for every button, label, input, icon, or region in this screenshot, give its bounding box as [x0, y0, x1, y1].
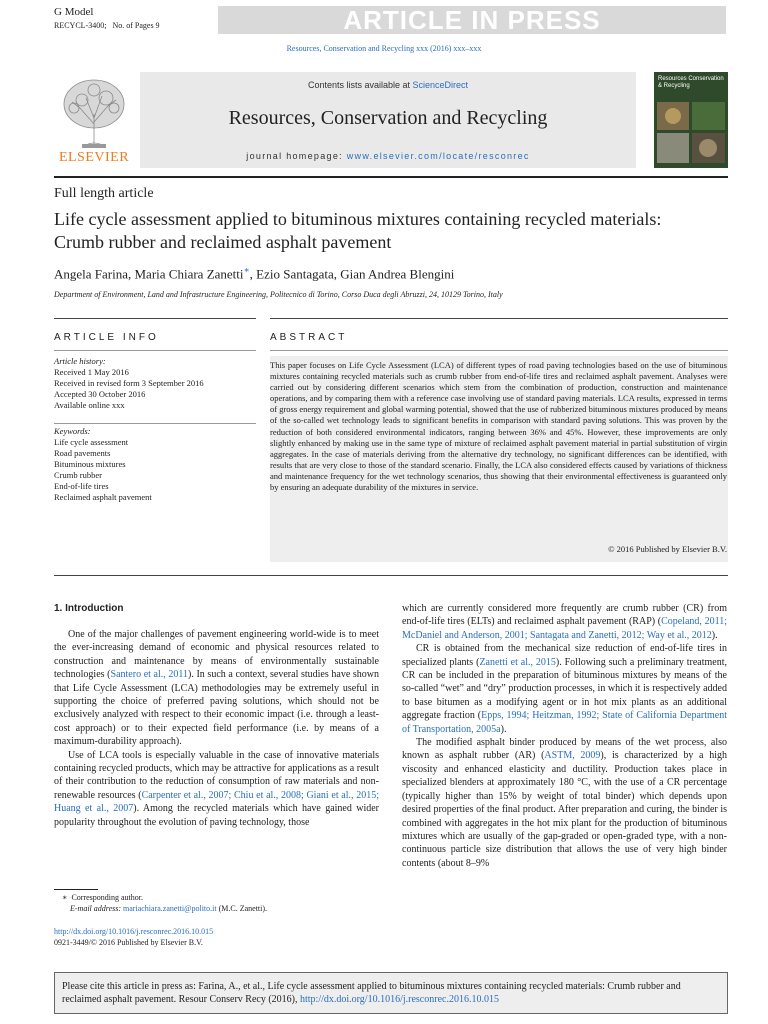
citation-link[interactable]: Santero et al., 2011	[110, 669, 189, 681]
abstract-heading: ABSTRACT	[270, 332, 348, 343]
issn-line: 0921-3449/© 2016 Published by Elsevier B.V.	[54, 938, 203, 947]
contents-line	[140, 80, 636, 90]
citation-link[interactable]: Epps, 1994; Heitzman, 1992; State of California Department of Transportation, 2005a	[402, 710, 727, 735]
keywords-block	[54, 426, 264, 503]
history-item: Available online xxx	[54, 400, 125, 410]
recycl-code: RECYCL-3400;	[54, 21, 107, 30]
email-link[interactable]: mariachiara.zanetti@polito.it	[123, 904, 217, 913]
email-label: E-mail address:	[70, 904, 124, 913]
intro-paragraph-5	[402, 736, 727, 870]
abstract-text: This paper focuses on Life Cycle Assessment (LCA) of different types of road paving technologies based on the use of bituminous mixtures containing recycled materials such as crumb rubber from end-of-life tires and reclaimed asphalt pavement. Analyses were carried out by considering different scenarios which stem from the combination of production, construction and maintenance operations, and by comparing them with a reference case involving use of standard paving materials. LCA results, expressed in terms of gross energy requirement and global warming potential, showed that the use of rubberized bituminous mixtures produced by means of the so-called wet technology leads to significant benefits in comparison with standard paving solutions. This was proven by the reduction of both considered environmental indicators, ranging between 36% and 45%. However, these improvements are only slightly enhanced by making use in the same type of mixture of reclaimed asphalt pavement material in partial substitution of virgin aggregates. In the case of materials deriving from the alternative dry technology, no significant differences can be identified, with results that are very close to those of the standard scenario. Finally, the LCA also considered effects caused by variations of thickness and maintenance frequency for the wet technology scenarios, thus showing that their environmental effectiveness is guaranteed only by ensuring an adequate durability of the mixtures in service.	[270, 360, 727, 493]
info-sub-rule	[54, 350, 256, 351]
text-run: which are currently considered more frequently are crumb rubber (CR) from end-of-life tires (ELTs) and reclaimed asphalt pavement (RAP) (	[402, 603, 727, 628]
abstract-sub-rule	[270, 350, 728, 351]
keyword-item: Reclaimed asphalt pavement	[54, 492, 152, 502]
copyright-notice: © 2016 Published by Elsevier B.V.	[608, 544, 727, 554]
journal-title: Resources, Conservation and Recycling	[228, 107, 548, 129]
history-item: Received in revised form 3 September 2016	[54, 378, 204, 388]
journal-cover-image	[654, 72, 728, 168]
footnote-star: ∗	[62, 893, 68, 902]
sciencedirect-link[interactable]: ScienceDirect	[412, 80, 469, 90]
citation-notice-text: Please cite this article in press as: Farina, A., et al., Life cycle assessment applied to bituminous mixtures containing recycled materials: Crumb rubber and reclaimed asphalt pavement. Resour Conserv Recy (2016),	[62, 981, 681, 1005]
author-list	[54, 265, 454, 282]
homepage-link[interactable]: www.elsevier.com/locate/resconrec	[346, 151, 530, 161]
citation-notice	[62, 980, 722, 1006]
section-heading-introduction: 1. Introduction	[54, 603, 124, 614]
keyword-item: End-of-life tires	[54, 481, 109, 491]
article-type: Full length article	[54, 186, 154, 201]
text-run: One of the major challenges of pavement engineering world-wide is to meet the ever-increasing demand of economic and physical resources related to construction and maintenance by means of environmentally sustainable technologies (	[54, 629, 379, 681]
article-in-press-text: ARTICLE IN PRESS	[343, 5, 601, 35]
text-run: ), is characterized by a high viscosity and enhanced elasticity and ductility. Production takes place in specialized blenders at approximately 180 °C, with the use of a CR percentage (typically higher than 15% by weight of total binder) which depends upon desired properties of the final product. After preparation and curing, the binder is combined with aggregates in the hot mix plant for the production of bituminous mixtures which are usually of the gap-graded or open-graded type, with a non-continuous particle size distribution that allows the use of very high binder contents (about 8–9%	[402, 750, 727, 869]
article-in-press-banner	[218, 6, 726, 34]
footnote	[62, 892, 380, 914]
header-divider	[54, 176, 728, 178]
cover-title: Resources Conservation & Recycling	[658, 76, 724, 89]
citation-link[interactable]: Zanetti et al., 2015	[479, 656, 556, 668]
keyword-item: Crumb rubber	[54, 470, 102, 480]
intro-paragraph-1	[54, 628, 379, 749]
keywords-label: Keywords:	[54, 426, 91, 436]
journal-homepage	[140, 151, 636, 161]
email-line	[62, 903, 380, 914]
journal-reference-link[interactable]: Resources, Conservation and Recycling xxx (2016) xxx–xxx	[286, 44, 482, 53]
article-info-heading: ARTICLE INFO	[54, 332, 159, 343]
keyword-item: Bituminous mixtures	[54, 459, 126, 469]
left-column	[54, 628, 379, 829]
email-suffix: (M.C. Zanetti).	[216, 904, 268, 913]
text-run: ). Among the recycled materials which have gained wider popularity throughout the evolution of paving technology, those	[54, 803, 380, 828]
keyword-item: Life cycle assessment	[54, 437, 129, 447]
elsevier-wordmark: ELSEVIER	[58, 150, 130, 165]
text-run: CR is obtained from the mechanical size reduction of end-of-life tires in specialized plants (	[402, 643, 727, 668]
citation-link[interactable]: Carpenter et al., 2007; Chiu et al., 2008; Giani et al., 2015; Huang et al., 2007	[54, 789, 379, 815]
citation-doi-link[interactable]: http://dx.doi.org/10.1016/j.resconrec.2016.10.015	[299, 994, 499, 1005]
body-top-rule	[54, 575, 728, 576]
right-column	[402, 602, 727, 870]
authors-first: Angela Farina, Maria Chiara Zanetti	[54, 266, 244, 282]
text-run: ).	[711, 629, 718, 641]
corresponding-author-note	[62, 892, 380, 903]
corresponding-author-marker[interactable]: ∗	[243, 265, 250, 275]
intro-paragraph-4	[402, 642, 727, 736]
keywords-rule	[54, 423, 256, 424]
abstract-top-rule	[270, 318, 728, 319]
history-item: Received 1 May 2016	[54, 367, 129, 377]
doi-block	[54, 926, 384, 948]
page-count: No. of Pages 9	[112, 21, 160, 30]
text-run: The modified asphalt binder produced by means of the wet process, also known as asphalt rubber (AR) (	[402, 737, 727, 762]
article-title: Life cycle assessment applied to bituminous mixtures containing recycled materials: Crumb rubber and reclaimed asphalt pavement	[54, 209, 662, 252]
citation-link[interactable]: Copeland, 2011; McDaniel and Anderson, 2001; Santagata and Zanetti, 2012; Way et al., 2012	[402, 616, 727, 641]
history-item: Accepted 30 October 2016	[54, 389, 146, 399]
intro-paragraph-2	[54, 749, 379, 829]
article-history	[54, 356, 264, 411]
text-run: ). Following such a preliminary treatment, CR can be included in the preparation of bituminous mixtures by means of the so-called “wet” and “dry” production processes, in which it is respectively added to base bitumen as a modifying agent or in hot mix plants as an additional aggregate fraction (	[402, 656, 727, 722]
text-run: ).	[500, 723, 507, 735]
contents-prefix: Contents lists available at	[307, 80, 413, 90]
homepage-prefix: journal homepage:	[246, 151, 347, 161]
corresponding-label: Corresponding author.	[71, 893, 143, 902]
text-run: ). In such a context, several studies have shown that Life Cycle Assessment (LCA) methodologies may be extremely useful in supporting the choice of preferred paving solutions, which should not be exclusively analyzed with respect to their economic impact (i.e. through a least-cost approach) or to their expected field performance (i.e. by means of a maximum-durability approach).	[54, 669, 380, 748]
authors-rest: , Ezio Santagata, Gian Andrea Blengini	[249, 266, 455, 282]
keyword-item: Road pavements	[54, 448, 111, 458]
doi-link[interactable]: http://dx.doi.org/10.1016/j.resconrec.2016.10.015	[54, 927, 214, 936]
history-label: Article history:	[54, 356, 106, 366]
gmodel-text: G Model	[54, 6, 94, 18]
info-top-rule	[54, 318, 256, 319]
footnote-rule	[54, 889, 98, 890]
intro-paragraph-3	[402, 602, 727, 642]
text-run: Use of LCA tools is especially valuable in the case of innovative materials containing recycled products, which may be attractive for applications as a result of their contribution to the reduction of consumption of raw materials and non-renewable resources (	[54, 749, 379, 801]
manuscript-code	[54, 19, 160, 32]
affiliation: Department of Environment, Land and Infrastructure Engineering, Politecnico di Torino, Corso Duca degli Abruzzi, 24, 10129 Torino, Italy	[54, 290, 503, 299]
citation-link[interactable]: ASTM, 2009	[544, 750, 601, 762]
gmodel-label	[54, 6, 160, 32]
